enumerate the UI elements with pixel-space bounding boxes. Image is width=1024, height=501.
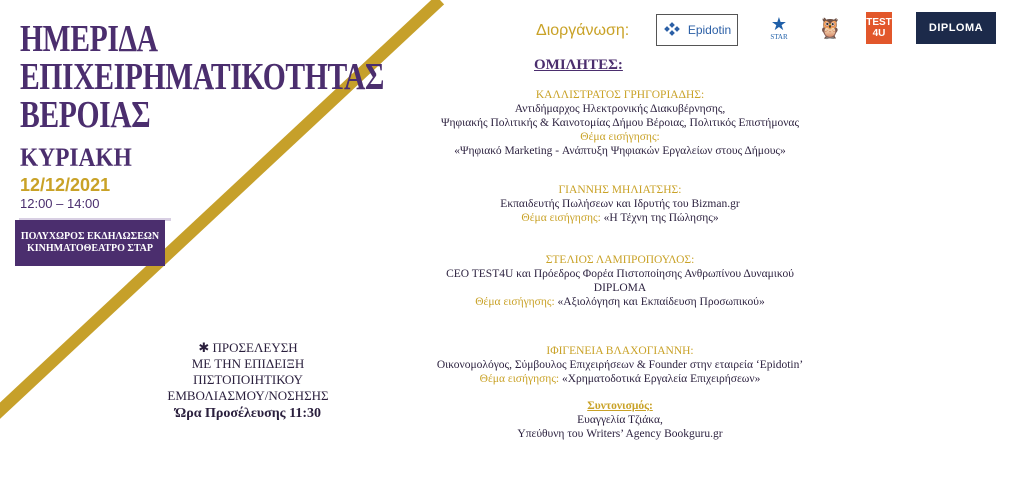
star-logo: ★ STAR [770,14,788,41]
owl-icon: 🦉 [817,17,843,40]
speaker-4: ΙΦΙΓΕΝΕΙΑ ΒΛΑΧΟΓΙΑΝΝΗ: Οικονομολόγος, Σύμβουλος Επιχειρήσεων & Founder στην εταιρεία ‘Epidotin’ Θέμα εισήγησης: «Χρηματοδοτικά Εργαλεία Επιχειρήσεων» [436,345,804,385]
speakers-heading: ΟΜΙΛΗΤΕΣ: [534,57,623,73]
event-day: ΚΥΡΙΑΚΗ [20,143,132,172]
moderation: Συντονισμός: Ευαγγελία Τζιάκα, Υπεύθυνη του Writers’ Agency Bookguru.gr [517,400,723,440]
event-time: 12:00 – 14:00 [20,196,100,211]
bookguru-logo [815,12,845,44]
epidotin-logo: Epidotin [656,14,738,46]
speaker-2: ΓΙΑΝΝΗΣ ΜΗΛΙΑΤΣΗΣ: Εκπαιδευτής Πωλήσεων και Ιδρυτής του Bizman.gr Θέμα εισήγησης: «Η Τέχνη της Πώλησης» [500,184,740,224]
event-title: ΗΜΕΡΙΔΑ ΕΠΙΧΕΙΡΗΜΑΤΙΚΟΤΗΤΑΣ ΒΕΡΟΙΑΣ [20,18,384,136]
venue-badge: ΠΟΛΥΧΩΡΟΣ ΕΚΔΗΛΩΣΕΩΝ ΚΙΝΗΜΑΤΟΘΕΑΤΡΟ ΣΤΑΡ [15,220,165,266]
star-icon: ★ [770,14,788,34]
event-date: 12/12/2021 [20,175,111,195]
speaker-1: ΚΑΛΛΙΣΤΡΑΤΟΣ ΓΡΗΓΟΡΙΑΔΗΣ: Αντιδήμαρχος Ηλεκτρονικής Διακυβέρνησης, Ψηφιακής Πολιτικής & Καινοτομίας Δήμου Βέροιας, Πολιτικός Επιστήμονας Θέμα εισήγησης: «Ψηφιακό Marketing - Ανάπτυξη Ψηφιακών Εργαλείων στους Δήμους» [440,89,800,157]
diploma-logo: DIPLOMA [916,12,996,44]
organization-label: Διοργάνωση: [536,22,630,39]
arrival-time: Ώρα Προσέλευσης 11:30 [175,406,321,421]
entry-requirements: ✱ ΠΡΟΣΕΛΕΥΣΗ ΜΕ ΤΗΝ ΕΠΙΔΕΙΞΗ ΠΙΣΤΟΠΟΙΗΤΙΚΟΥ ΕΜΒΟΛΙΑΣΜΟΥ/ΝΟΣΗΣΗΣ Ώρα Προσέλευσης 11:30 [148,340,348,422]
epidotin-mark-icon [663,19,685,41]
test4u-logo: TEST 4U [866,12,892,44]
speaker-3: ΣΤΕΛΙΟΣ ΛΑΜΠΡΟΠΟΥΛΟΣ: CEO TEST4U και Πρόεδρος Φορέα Πιστοποίησης Ανθρωπίνου Δυναμικού DIPLOMA Θέμα εισήγησης: «Αξιολόγηση και Εκπαίδευση Προσωπικού» [446,254,794,308]
